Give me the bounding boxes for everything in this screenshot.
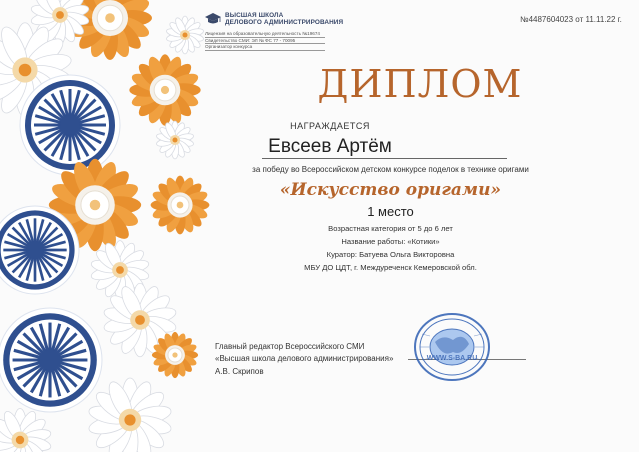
logo-line-1: ВЫСШАЯ ШКОЛА	[225, 12, 284, 19]
white-flower	[87, 378, 172, 452]
orange-flower	[151, 176, 210, 235]
signature-title-2: «Высшая школа делового администрирования»	[215, 354, 394, 363]
recipient-name: Евсеев Артём	[268, 136, 392, 157]
official-stamp	[413, 312, 491, 382]
license-line-2: Свидетельство СМИ: ЭЛ № ФС 77 - 70095	[205, 38, 325, 45]
decorative-flowers	[0, 0, 240, 452]
work-title: Название работы: «Котики»	[341, 237, 440, 246]
document-number: №4487604023 от 11.11.22 г.	[520, 15, 622, 24]
contest-name: «Искусство оригами»	[279, 180, 502, 200]
blue-flower	[0, 308, 102, 412]
signature-name: А.В. Скрипов	[215, 367, 264, 376]
award-reason: за победу во Всероссийском детском конкурсе поделок в технике оригами	[252, 165, 529, 174]
signature-title-1: Главный редактор Всероссийского СМИ	[215, 342, 365, 351]
age-category: Возрастная категория от 5 до 6 лет	[328, 224, 453, 233]
license-info	[205, 31, 325, 51]
diploma-title: ДИПЛОМ	[317, 62, 523, 106]
awarded-label: НАГРАЖДАЕТСЯ	[290, 121, 370, 131]
school-logo	[205, 12, 343, 26]
orange-flower	[152, 332, 198, 378]
logo-line-2: ДЕЛОВОГО АДМИНИСТРИРОВАНИЯ	[225, 19, 344, 26]
organization: МБУ ДО ЦДТ, г. Междуреченск Кемеровской обл.	[304, 263, 477, 272]
curator: Куратор: Батуева Ольга Викторовна	[326, 250, 455, 259]
blue-flower	[20, 75, 120, 175]
orange-flower	[129, 54, 200, 125]
place-awarded: 1 место	[367, 204, 414, 219]
recipient-underline	[262, 158, 507, 159]
stamp-text: WWW.S-BA.RU	[426, 355, 478, 362]
license-line-3: Организатор конкурса	[205, 44, 325, 51]
white-flower	[166, 16, 204, 54]
white-flower	[156, 121, 194, 159]
white-flower	[0, 409, 52, 452]
graduation-cap-icon	[205, 13, 221, 25]
logo-text	[225, 12, 343, 26]
license-line-1: Лицензия на образовательную деятельность №19674	[205, 31, 325, 38]
